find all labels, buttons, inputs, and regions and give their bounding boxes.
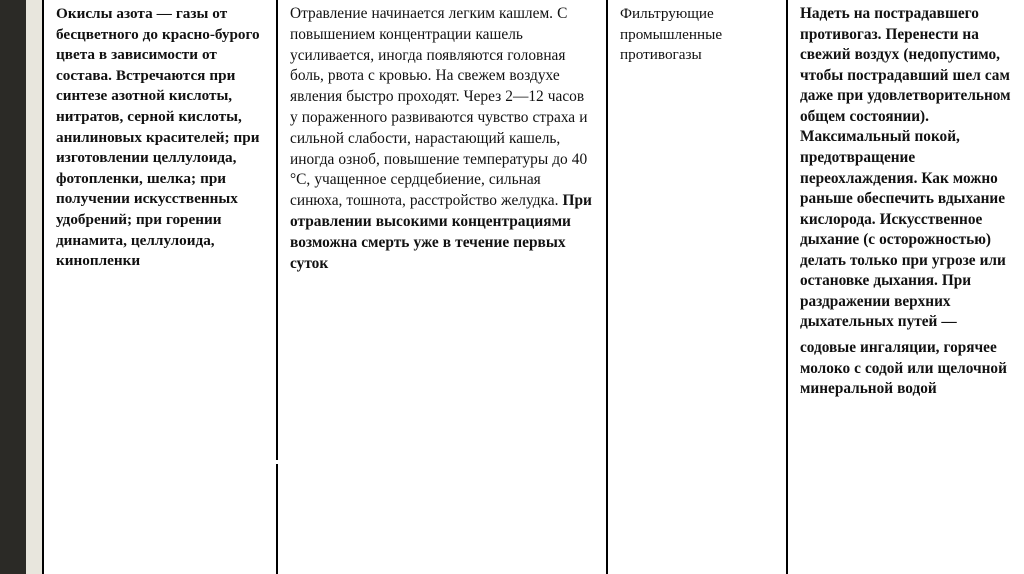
column-divider <box>42 0 44 574</box>
table-column-first-aid <box>786 0 1024 574</box>
table-column-protection <box>606 0 786 574</box>
substance-description: газы от бесцветного до красно-бурого цвета в зависимости от состава. Встречаются при синтезе азотной кислоты, нитратов, серной кислоты, анилиновых красителей; при изготовлении целлулоида, фотопленки, шелка; при получении искусственных удобрений; при горении динамита, целлулоида, кинопленки <box>56 5 260 270</box>
book-page-margin <box>26 0 42 574</box>
table-column-symptoms <box>276 0 606 574</box>
column-divider <box>606 0 608 574</box>
table-cell-first-aid <box>800 4 1012 400</box>
column-divider <box>786 0 788 574</box>
symptoms-warning: При отравлении высокими концентрациями возможна смерть уже в течение первых суток <box>290 192 592 272</box>
first-aid-text-continued: содовые ингаляции, горячее молоко с содой или щелочной минеральной водой <box>800 339 1007 398</box>
book-binding-edge <box>0 0 26 574</box>
reference-table <box>42 0 1024 574</box>
table-cell-symptoms <box>290 4 594 274</box>
symptoms-text: Отравление начинается легким кашлем. С повышением концентрации кашель усиливается, иногда появляются головная боль, рвота с кровью. На свежем воздухе явления быстро проходят. Через 2—12 часов у пораженного развиваются чувство страха и сильной слабости, нарастающий кашель, иногда озноб, повышение температуры до 40 °C, учащенное сердцебиение, сильная синюха, тошнота, расстройство желудка. <box>290 5 588 210</box>
substance-name: Окислы азота — <box>56 5 172 22</box>
table-cell-protection <box>620 4 774 66</box>
first-aid-text: Надеть на пострадавшего противогаз. Перенести на свежий воздух (недопустимо, чтобы пострадавший шел сам даже при удовлетворительном общем состоянии). Максимальный покой, предотвращение переохлаждения. Как можно раньше обеспечить вдыхание кислорода. Искусственное дыхание (с осторожностью) делать только при угрозе или остановке дыхания. При раздражении верхних дыхательных путей — <box>800 5 1011 331</box>
column-divider <box>276 0 278 460</box>
table-column-substance <box>42 0 276 574</box>
protection-text: Фильтрующие промышленные противогазы <box>620 5 723 64</box>
table-cell-substance <box>56 4 264 272</box>
column-divider-lower <box>276 464 278 574</box>
